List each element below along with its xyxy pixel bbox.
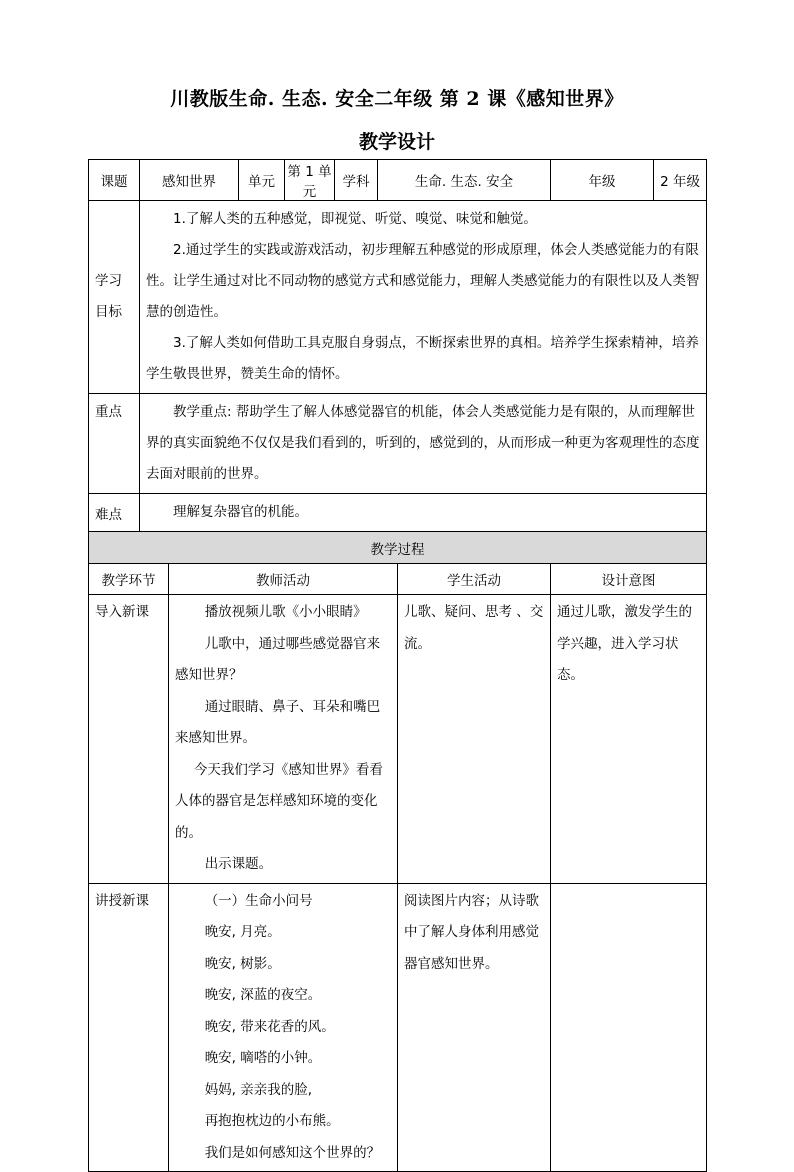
key-point-label: 重点 bbox=[89, 394, 140, 494]
goal-item: 2.通过学生的实践或游戏活动，初步理解五种感觉的形成原理，体会人类感觉能力的有限性。让学生通过对比不同动物的感觉方式和感觉能力，理解人类感觉能力的有限性以及人类智慧的创造性。 bbox=[146, 242, 700, 320]
teacher-line: 我们是如何感知这个世界的？ bbox=[204, 1144, 381, 1161]
lesson-plan-table bbox=[88, 159, 707, 1172]
goal-item: 3.了解人类如何借助工具克服自身弱点，不断探索世界的真相。培养学生探索精神，培养学生敬畏世界，赞美生命的情怀。 bbox=[146, 335, 699, 382]
goals-label-line2: 目标 bbox=[95, 304, 122, 320]
topic-label: 课题 bbox=[89, 160, 140, 201]
intro-student-activity: 儿歌、疑问、思考 、交流。 bbox=[398, 595, 551, 884]
lecture-stage: 讲授新课 bbox=[89, 883, 169, 1172]
teacher-line: 今天我们学习《感知世界》看看人体的器官是怎样感知环境的变化的。 bbox=[175, 761, 383, 841]
document-title: 川教版生命. 生态. 安全二年级 第 2 课《感知世界》 bbox=[170, 88, 624, 110]
lecture-teacher-activity bbox=[169, 883, 398, 1172]
difficulty-row bbox=[89, 494, 707, 532]
process-columns-row bbox=[89, 564, 707, 595]
process-header-row bbox=[89, 532, 707, 564]
unit-value: 第 1 单元 bbox=[285, 160, 335, 201]
teacher-line: 晚安, 嘀嗒的小钟。 bbox=[204, 1050, 322, 1066]
intro-design-intent: 通过儿歌，激发学生的学兴趣，进入学习状态。 bbox=[551, 595, 707, 884]
column-student: 学生活动 bbox=[398, 564, 551, 595]
goals-label-line1: 学习 bbox=[95, 273, 122, 289]
teacher-line: （一）生命小问号 bbox=[204, 892, 313, 909]
unit-label: 单元 bbox=[239, 160, 285, 201]
intro-row bbox=[89, 595, 707, 884]
key-point-row bbox=[89, 394, 707, 494]
teacher-line: 通过眼睛、鼻子、耳朵和嘴巴来感知世界。 bbox=[175, 698, 381, 746]
goal-item: 1.了解人类的五种感觉，即视觉、听觉、嗅觉、味觉和触觉。 bbox=[173, 211, 537, 227]
info-row bbox=[89, 160, 707, 201]
subject-value: 生命. 生态. 安全 bbox=[378, 160, 551, 201]
column-intent: 设计意图 bbox=[551, 564, 707, 595]
teacher-line: 再抱抱枕边的小布熊。 bbox=[204, 1113, 340, 1129]
teacher-line: 出示课题。 bbox=[204, 856, 273, 872]
goals-content bbox=[140, 201, 707, 394]
goals-label bbox=[89, 201, 140, 394]
column-teacher: 教师活动 bbox=[169, 564, 398, 595]
lecture-row bbox=[89, 883, 707, 1172]
difficulty-text: 理解复杂器官的机能。 bbox=[173, 504, 308, 520]
lecture-student-activity: 阅读图片内容；从诗歌中了解人身体利用感觉器官感知世界。 bbox=[398, 883, 551, 1172]
process-header: 教学过程 bbox=[89, 532, 707, 564]
grade-value: 2 年级 bbox=[654, 160, 707, 201]
intro-teacher-activity bbox=[169, 595, 398, 884]
teacher-line: 晚安, 深蓝的夜空。 bbox=[204, 987, 322, 1003]
key-point-content bbox=[140, 394, 707, 494]
teacher-line: 播放视频儿歌《小小眼睛》 bbox=[204, 604, 367, 620]
lecture-design-intent bbox=[551, 883, 707, 1172]
teacher-line: 妈妈, 亲亲我的脸, bbox=[204, 1081, 313, 1098]
teacher-line: 儿歌中，通过哪些感觉器官来感知世界？ bbox=[175, 635, 381, 683]
difficulty-label: 难点 bbox=[89, 494, 140, 532]
difficulty-content bbox=[140, 494, 707, 532]
teacher-line: 晚安, 月亮。 bbox=[204, 924, 281, 940]
teacher-line: 晚安, 带来花香的风。 bbox=[204, 1018, 335, 1035]
intro-stage: 导入新课 bbox=[89, 595, 169, 884]
goals-row bbox=[89, 201, 707, 394]
topic-value: 感知世界 bbox=[140, 160, 239, 201]
subject-label: 学科 bbox=[335, 160, 378, 201]
grade-label: 年级 bbox=[551, 160, 654, 201]
key-point-text: 教学重点: 帮助学生了解人体感觉器官的机能，体会人类感觉能力是有限的，从而理解世界的真实面貌绝不仅仅是我们看到的，听到的，感觉到的，从而形成一种更为客观理性的态度去面对眼前的世界。 bbox=[146, 404, 700, 482]
teacher-line: 晚安, 树影。 bbox=[204, 955, 281, 972]
column-stage: 教学环节 bbox=[89, 564, 169, 595]
document-subtitle: 教学设计 bbox=[358, 131, 435, 153]
